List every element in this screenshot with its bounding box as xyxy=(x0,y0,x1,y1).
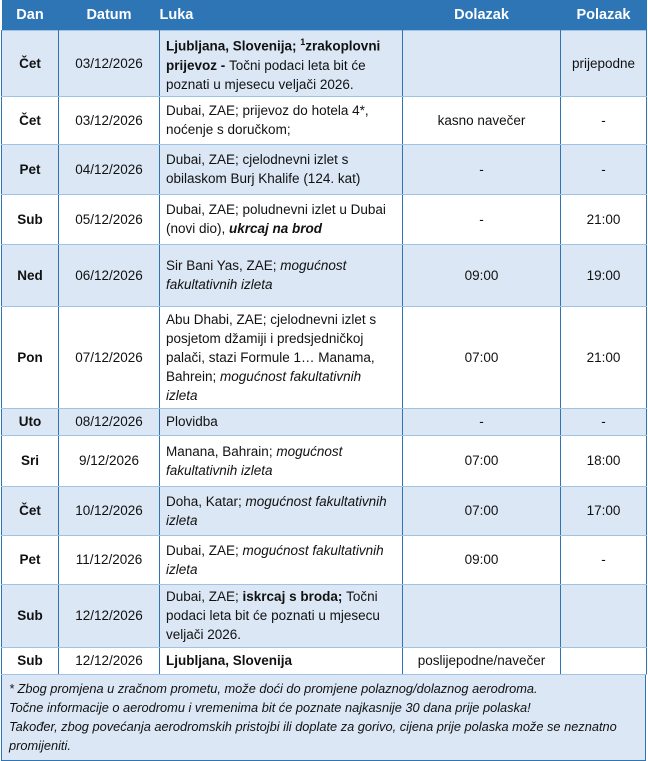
header-dan: Dan xyxy=(2,0,59,31)
luka-text: Doha, Katar; xyxy=(166,493,246,509)
cell-dolazak: - xyxy=(403,194,561,244)
cell-datum: 08/12/2026 xyxy=(59,408,160,435)
cell-dan: Pet xyxy=(2,535,59,584)
table-row xyxy=(2,535,647,584)
cell-luka xyxy=(160,435,403,486)
cell-polazak xyxy=(561,647,647,674)
luka-bold: Ljubljana, Slovenija xyxy=(166,653,293,668)
luka-text: Plovidba xyxy=(166,414,218,429)
cell-dan: Čet xyxy=(2,31,59,97)
cell-dan: Čet xyxy=(2,96,59,144)
cell-datum: 10/12/2026 xyxy=(59,486,160,535)
cell-dan: Čet xyxy=(2,486,59,535)
cell-polazak: 21:00 xyxy=(561,194,647,244)
cell-polazak: - xyxy=(561,96,647,144)
cell-dan: Sub xyxy=(2,194,59,244)
cell-polazak xyxy=(561,584,647,647)
cell-dan: Pon xyxy=(2,306,59,408)
luka-text: Dubai, ZAE; xyxy=(166,542,243,558)
luka-text: Abu Dhabi, ZAE; cjelodnevni izlet s posjetom džamiji i predsjedničkoj palači, stazi Formule 1… Manama, Bahrein; xyxy=(166,311,377,384)
footnote-line-2: Točne informacije o aerodromu i vremenima bit će poznate najkasnije 30 dana prije polaska! xyxy=(9,699,531,715)
cell-datum: 03/12/2026 xyxy=(59,31,160,97)
table-row xyxy=(2,306,647,408)
luka-text: Dubai, ZAE; xyxy=(166,589,243,604)
cell-polazak: 19:00 xyxy=(561,244,647,306)
cell-dan: Sri xyxy=(2,435,59,486)
luka-bold: zrakoplovni prijevoz - xyxy=(166,38,381,73)
cell-dolazak: 09:00 xyxy=(403,244,561,306)
luka-text: Sir Bani Yas, ZAE; xyxy=(166,258,281,273)
table-row xyxy=(2,194,647,244)
cell-luka xyxy=(160,306,403,408)
cell-polazak: 21:00 xyxy=(561,306,647,408)
cell-luka xyxy=(160,31,403,97)
header-dolazak: Dolazak xyxy=(403,0,561,31)
cell-dolazak: 07:00 xyxy=(403,435,561,486)
table-row xyxy=(2,647,647,674)
cell-dolazak: 07:00 xyxy=(403,486,561,535)
cell-datum: 03/12/2026 xyxy=(59,96,160,144)
cell-polazak: - xyxy=(561,144,647,194)
table-row xyxy=(2,435,647,486)
cell-dolazak: poslijepodne/navečer xyxy=(403,647,561,674)
table-row xyxy=(2,408,647,435)
cell-dolazak xyxy=(403,584,561,647)
cell-dolazak: 09:00 xyxy=(403,535,561,584)
cell-luka xyxy=(160,144,403,194)
luka-text-2: Točni podaci leta bit će poznati u mjesecu veljači 2026. xyxy=(166,589,380,642)
footnote-marker: 1 xyxy=(300,37,306,47)
luka-italic: mogućnost fakultativnih izleta xyxy=(166,443,343,478)
cell-luka xyxy=(160,647,403,674)
luka-text: Dubai, ZAE; poludnevni izlet u Dubai (novi dio), xyxy=(166,202,386,236)
cell-dan: Sub xyxy=(2,647,59,674)
table-row xyxy=(2,96,647,144)
luka-text: Točni podaci leta bit će poznati u mjesecu veljači 2026. xyxy=(166,57,366,92)
luka-italic: mogućnost fakultativnih izleta xyxy=(166,542,384,577)
luka-italic: mogućnost fakultativnih izleta xyxy=(166,493,387,528)
cell-dan: Pet xyxy=(2,144,59,194)
footnote-line-1: * Zbog promjena u zračnom prometu, može doći do promjene polaznog/dolaznog aerodroma. xyxy=(9,680,538,696)
cell-datum: 04/12/2026 xyxy=(59,144,160,194)
cell-dolazak: 07:00 xyxy=(403,306,561,408)
header-datum: Datum xyxy=(59,0,160,31)
cell-luka xyxy=(160,408,403,435)
cell-luka xyxy=(160,96,403,144)
cell-luka xyxy=(160,486,403,535)
cell-dolazak: - xyxy=(403,408,561,435)
table-row xyxy=(2,244,647,306)
cell-dolazak: - xyxy=(403,144,561,194)
cell-datum: 06/12/2026 xyxy=(59,244,160,306)
footnote-box xyxy=(1,675,646,761)
cell-luka xyxy=(160,194,403,244)
cell-dan: Ned xyxy=(2,244,59,306)
header-polazak: Polazak xyxy=(561,0,647,31)
cell-polazak: - xyxy=(561,535,647,584)
luka-place: Ljubljana, Slovenija; xyxy=(166,38,301,54)
luka-italic: mogućnost fakultativnih izleta xyxy=(166,258,347,292)
cell-dan: Sub xyxy=(2,584,59,647)
table-row xyxy=(2,144,647,194)
cell-luka xyxy=(160,244,403,306)
cell-polazak: 18:00 xyxy=(561,435,647,486)
header-row xyxy=(2,0,647,31)
cell-polazak: prijepodne xyxy=(561,31,647,97)
cell-datum: 12/12/2026 xyxy=(59,584,160,647)
cell-datum: 05/12/2026 xyxy=(59,194,160,244)
cell-datum: 07/12/2026 xyxy=(59,306,160,408)
cell-polazak: 17:00 xyxy=(561,486,647,535)
luka-italic: mogućnost fakultativnih izleta xyxy=(166,368,362,403)
itinerary-table xyxy=(1,0,647,675)
luka-bold-italic: ukrcaj na brod xyxy=(229,221,323,236)
luka-text: Dubai, ZAE; cjelodnevni izlet s obilaskom Burj Khalife (124. kat) xyxy=(166,152,361,186)
cell-datum: 9/12/2026 xyxy=(59,435,160,486)
header-luka: Luka xyxy=(160,0,403,31)
cell-dolazak xyxy=(403,31,561,97)
cell-luka xyxy=(160,584,403,647)
table-row xyxy=(2,31,647,97)
cell-dan: Uto xyxy=(2,408,59,435)
luka-bold: iskrcaj s broda; xyxy=(242,589,347,604)
footnote-line-3: Također, zbog povećanja aerodromskih pristojbi ili doplate za gorivo, cijena prije polaska može se neznatno promijeniti. xyxy=(9,718,617,753)
cell-luka xyxy=(160,535,403,584)
cell-datum: 11/12/2026 xyxy=(59,535,160,584)
table-row xyxy=(2,486,647,535)
luka-text: Dubai, ZAE; prijevoz do hotela 4*, noćenje s doručkom; xyxy=(166,103,369,137)
luka-text: Manana, Bahrain; xyxy=(166,443,277,459)
cell-dolazak: kasno navečer xyxy=(403,96,561,144)
cell-polazak: - xyxy=(561,408,647,435)
table-row xyxy=(2,584,647,647)
cell-datum: 12/12/2026 xyxy=(59,647,160,674)
